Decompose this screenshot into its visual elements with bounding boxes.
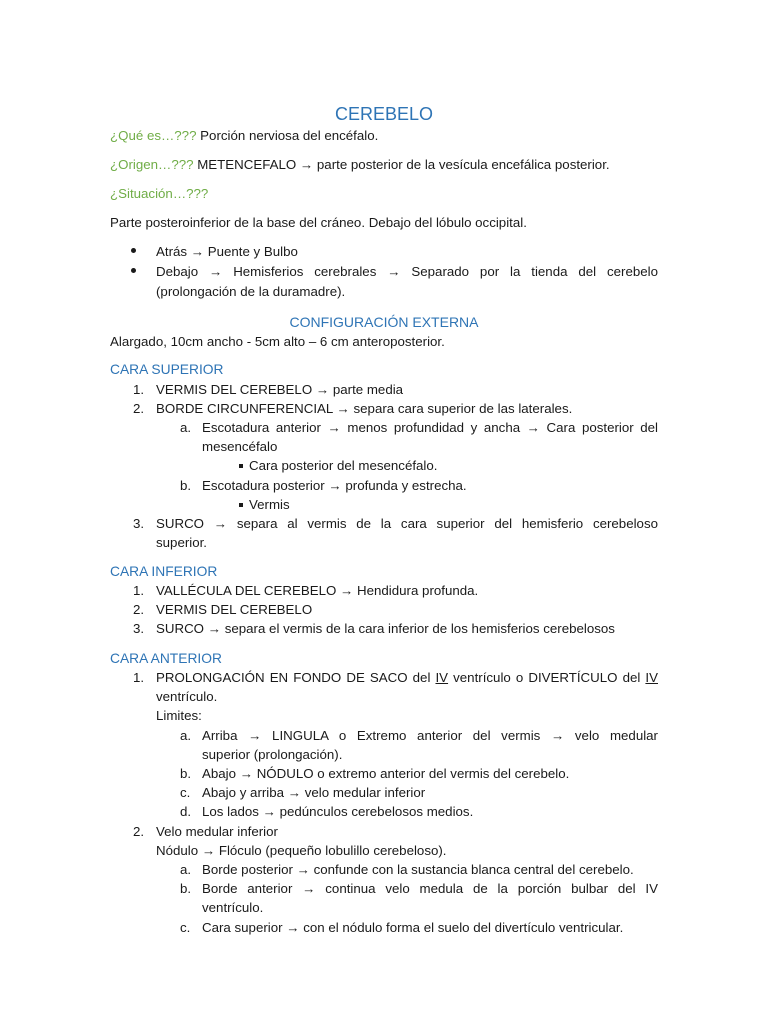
list-number: 1.: [133, 382, 145, 397]
list-letter: a.: [180, 862, 192, 877]
config-dimensions: Alargado, 10cm ancho - 5cm alto – 6 cm anteroposterior.: [110, 334, 445, 349]
list-letter: b.: [180, 478, 192, 493]
anterior-item-1c: Abajo y arriba → velo medular inferior: [202, 785, 426, 800]
inferior-item-3: SURCO → separa el vermis de la cara inferior de los hemisferios cerebelosos: [156, 621, 615, 636]
anterior-limites-label: Limites:: [156, 708, 202, 723]
list-number: 1.: [133, 670, 145, 685]
answer-situacion: Parte posteroinferior de la base del cráneo. Debajo del lóbulo occipital.: [110, 215, 527, 230]
intro-line-que-es: [110, 126, 378, 145]
square-bullet-icon: [239, 464, 243, 468]
anterior-item-1-cont: ventrículo.: [156, 689, 218, 704]
superior-item-2b-i: Vermis: [249, 497, 290, 512]
superior-item-1: VERMIS DEL CEREBELO → parte media: [156, 382, 404, 397]
square-bullet-icon: [239, 503, 243, 507]
list-letter: b.: [180, 881, 192, 896]
question-origen: ¿Origen…???: [110, 157, 194, 172]
superior-item-2a-i: Cara posterior del mesencéfalo.: [249, 458, 438, 473]
anterior-item-2b: Borde anterior → continua velo medula de la porción bulbar del IV: [202, 881, 658, 896]
answer-origen: METENCEFALO → parte posterior de la vesícula encefálica posterior.: [193, 157, 610, 172]
list-number: 2.: [133, 602, 145, 617]
list-letter: a.: [180, 728, 192, 743]
superior-item-2a-cont: mesencéfalo: [202, 439, 278, 454]
anterior-item-2a: Borde posterior → confunde con la sustancia blanca central del cerebelo.: [202, 862, 634, 877]
superior-item-3: SURCO → separa al vermis de la cara superior del hemisferio cerebeloso: [156, 516, 658, 531]
bullet-debajo: Debajo → Hemisferios cerebrales → Separado por la tienda del cerebelo: [156, 264, 658, 279]
anterior-item-1: [156, 668, 658, 687]
anterior-item-2: Velo medular inferior: [156, 824, 278, 839]
list-number: 1.: [133, 583, 145, 598]
heading-cara-superior: CARA SUPERIOR: [110, 362, 224, 377]
document-title: CEREBELO: [334, 104, 434, 124]
list-letter: c.: [180, 785, 191, 800]
list-letter: c.: [180, 920, 191, 935]
heading-cara-anterior: CARA ANTERIOR: [110, 651, 222, 666]
list-letter: d.: [180, 804, 192, 819]
heading-configuracion-externa: CONFIGURACIÓN EXTERNA: [289, 314, 479, 330]
question-situacion: ¿Situación…???: [110, 186, 209, 201]
list-letter: a.: [180, 420, 192, 435]
anterior-item-1a: Arriba → LINGULA o Extremo anterior del vermis → velo medular: [202, 728, 658, 743]
roman-iv: IV: [435, 670, 449, 685]
anterior-item-1a-cont: superior (prolongación).: [202, 747, 343, 762]
list-number: 2.: [133, 401, 145, 416]
question-que-es: ¿Qué es…???: [110, 128, 197, 143]
anterior-item-2c: Cara superior → con el nódulo forma el suelo del divertículo ventricular.: [202, 920, 624, 935]
list-number: 3.: [133, 621, 145, 636]
answer-que-es: Porción nerviosa del encéfalo.: [196, 128, 379, 143]
heading-cara-inferior: CARA INFERIOR: [110, 564, 218, 579]
roman-iv: IV: [645, 670, 658, 685]
intro-line-origen: [110, 155, 610, 174]
anterior-item-1d: Los lados → pedúnculos cerebelosos medios.: [202, 804, 474, 819]
bullet-debajo-cont: (prolongación de la duramadre).: [156, 284, 346, 299]
list-number: 2.: [133, 824, 145, 839]
list-number: 3.: [133, 516, 145, 531]
bullet-icon: [131, 268, 136, 273]
anterior-item-1b: Abajo → NÓDULO o extremo anterior del vermis del cerebelo.: [202, 766, 570, 781]
inferior-item-2: VERMIS DEL CEREBELO: [156, 602, 313, 617]
bullet-icon: [131, 248, 136, 253]
superior-item-2a: Escotadura anterior → menos profundidad y ancha → Cara posterior del: [202, 420, 658, 435]
anterior-item-1-part-a: PROLONGACIÓN EN FONDO DE SACO del: [156, 670, 436, 685]
inferior-item-1: VALLÉCULA DEL CEREBELO → Hendidura profunda.: [156, 583, 479, 598]
anterior-item-1-part-b: ventrículo o DIVERTÍCULO del: [448, 670, 646, 685]
anterior-item-2-sub: Nódulo → Flóculo (pequeño lobulillo cerebeloso).: [156, 843, 447, 858]
superior-item-2: BORDE CIRCUNFERENCIAL → separa cara superior de las laterales.: [156, 401, 573, 416]
list-letter: b.: [180, 766, 192, 781]
superior-item-3-cont: superior.: [156, 535, 207, 550]
bullet-atras: Atrás → Puente y Bulbo: [156, 244, 298, 259]
anterior-item-2b-cont: ventrículo.: [202, 900, 264, 915]
superior-item-2b: Escotadura posterior → profunda y estrecha.: [202, 478, 467, 493]
